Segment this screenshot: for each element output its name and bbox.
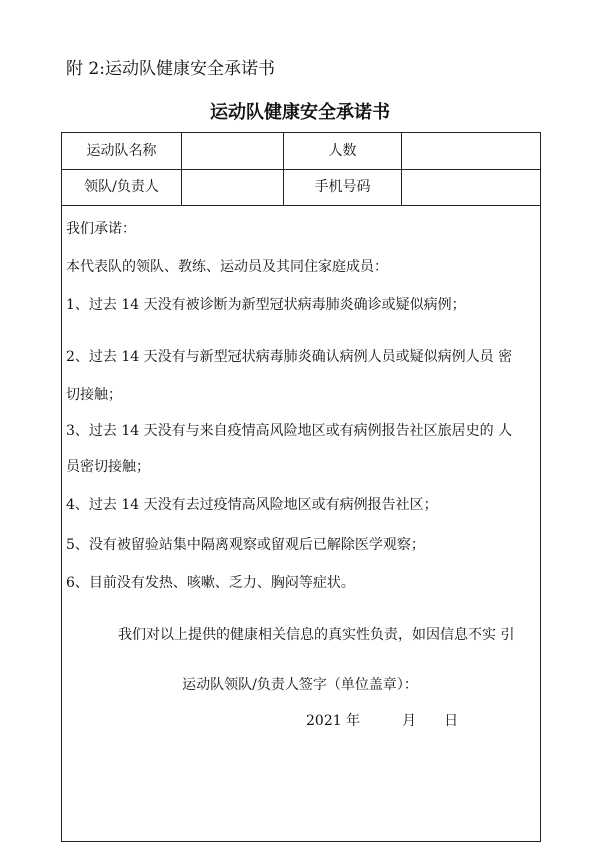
leader-label: 领队/负责人 — [84, 179, 159, 195]
document-title: 运动队健康安全承诺书 — [210, 102, 390, 123]
headcount-label: 人数 — [328, 143, 357, 159]
responsibility-statement: 我们对以上提供的健康相关信息的真实性负责，如因信息不实 引 — [118, 627, 515, 643]
pledge-item-6: 6、目前没有发热、咳嗽、乏力、胸闷等症状。 — [66, 575, 355, 591]
pledge-item-2-line-2: 切接触； — [66, 387, 122, 403]
pledge-item-4: 4、过去 14 天没有去过疫情高风险地区或有病例报告社区； — [66, 497, 438, 513]
phone-field[interactable] — [402, 169, 540, 205]
pledge-form — [61, 132, 541, 842]
headcount-field[interactable] — [402, 133, 540, 169]
signature-line: 运动队领队/负责人签字（单位盖章）： — [182, 677, 418, 693]
table-bottom-border — [62, 205, 540, 206]
pledge-intro: 我们承诺： — [66, 221, 136, 237]
date-line: 2021 年 月 日 — [306, 713, 459, 729]
pledge-item-2-line-1: 2、过去 14 天没有与新型冠状病毒肺炎确认病例人员或疑似病例人员 密 — [66, 349, 513, 365]
pledge-item-3-line-1: 3、过去 14 天没有与来自疫情高风险地区或有病例报告社区旅居史的 人 — [66, 423, 513, 439]
leader-field[interactable] — [182, 169, 283, 205]
team-name-field[interactable] — [182, 133, 283, 169]
pledge-item-3-line-2: 员密切接触； — [66, 459, 150, 475]
pledge-scope: 本代表队的领队、教练、运动员及其同住家庭成员： — [66, 259, 388, 275]
phone-label: 手机号码 — [314, 179, 371, 195]
pledge-item-5: 5、没有被留验站集中隔离观察或留观后已解除医学观察； — [66, 537, 425, 553]
pledge-item-1: 1、过去 14 天没有被诊断为新型冠状病毒肺炎确诊或疑似病例； — [66, 297, 466, 313]
team-name-label: 运动队名称 — [86, 143, 157, 159]
attachment-heading: 附 2:运动队健康安全承诺书 — [66, 59, 275, 79]
